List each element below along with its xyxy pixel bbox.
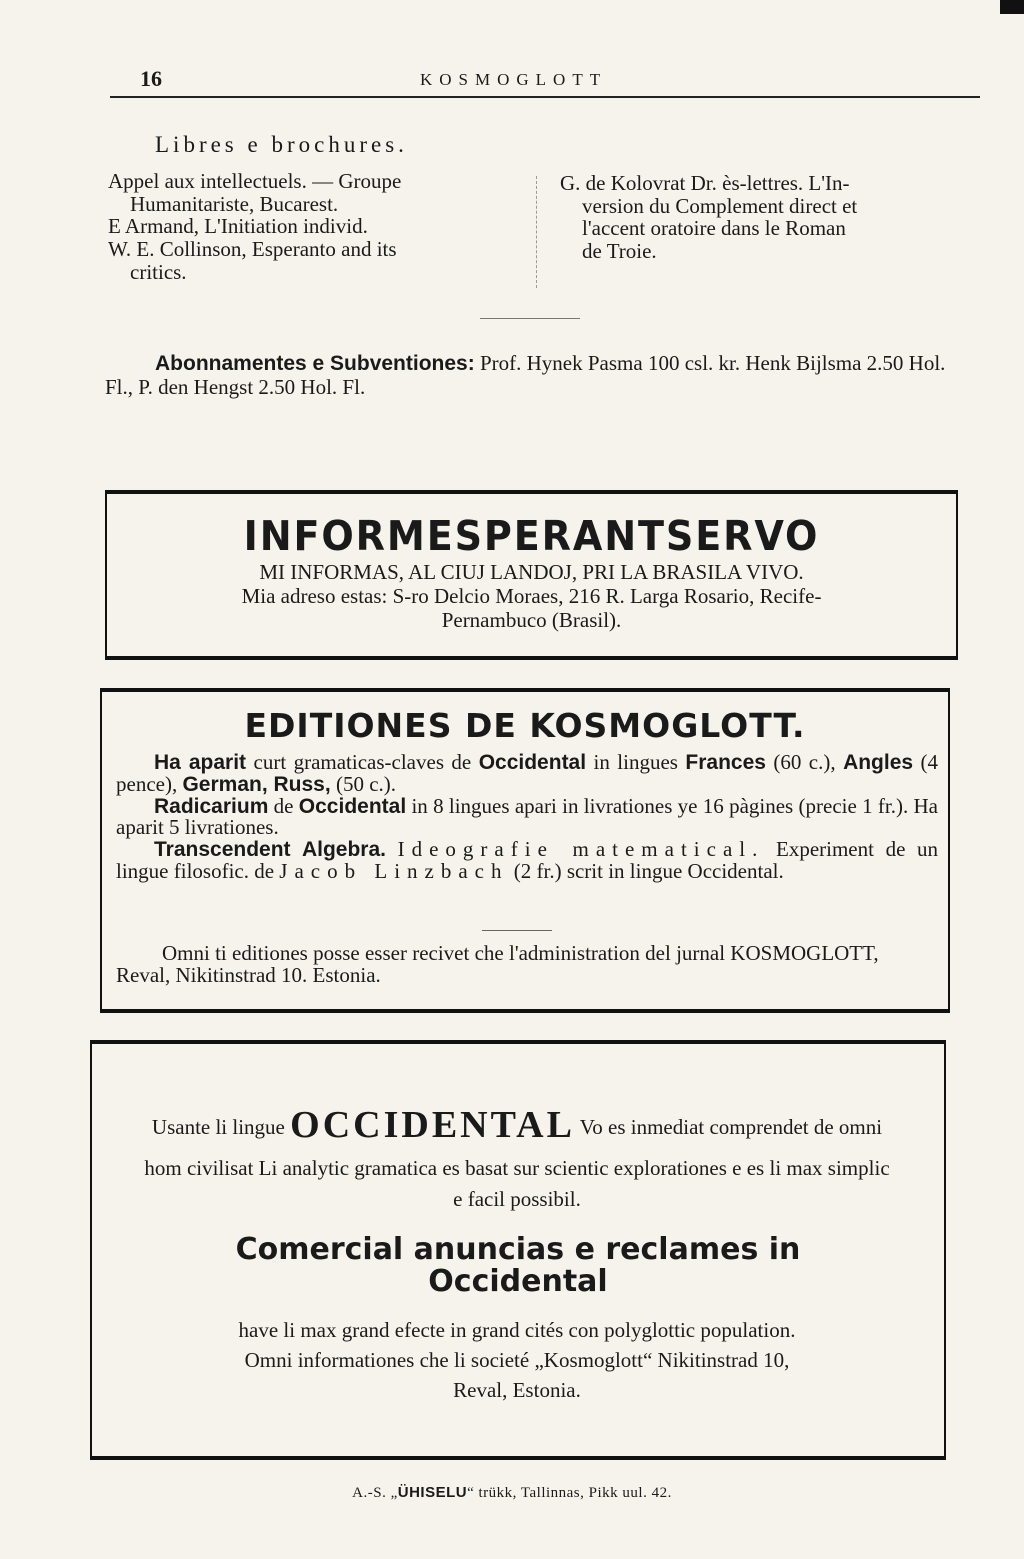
editiones-ad	[100, 688, 950, 1013]
book-line: W. E. Collinson, Esperanto and its	[108, 237, 397, 262]
running-title: KOSMOGLOTT	[420, 70, 608, 89]
book-entry	[108, 238, 528, 283]
spaced-text: Ideografie matematical.	[397, 837, 765, 862]
bold-text: German, Russ,	[182, 772, 331, 796]
detail-line: Omni informationes che li societé „Kosmoglott“ Nikitinstrad 10,	[244, 1347, 790, 1372]
column-divider	[536, 176, 537, 288]
text: in 8 lingues apari in livrationes ye 16 pàgines (precie 1 fr.). Ha aparit 5 livrationes.	[116, 793, 938, 840]
bold-text: Radicarium	[154, 794, 269, 818]
book-line: Humanitariste, Bucarest.	[130, 191, 339, 216]
books-heading: Libres e brochures.	[155, 132, 408, 157]
book-line: G. de Kolovrat Dr. ès-lettres. L'In-	[560, 171, 850, 195]
title-line: Occidental	[428, 1264, 608, 1300]
book-line: critics.	[130, 259, 187, 284]
text: Vo es inmediat comprendet de omni hom civilisat Li analytic gramatica es basat sur scientic explorationes e es li max simplic e facil possibil.	[144, 1115, 890, 1211]
text: curt gramaticas-claves de	[246, 750, 479, 774]
book-line: de Troie.	[582, 239, 657, 264]
book-line: Appel aux intellectuels. — Groupe	[108, 169, 402, 193]
printer-name: ÜHISELU	[397, 1484, 468, 1501]
detail-line: Reval, Estonia.	[453, 1377, 581, 1402]
printer-imprint	[0, 1484, 1024, 1502]
informesperantservo-line: MI INFORMAS, AL CIUJ LANDOJ, PRI LA BRASILA VIVO.	[259, 560, 804, 584]
editiones-footer-text: Omni ti editiones posse esser recivet che l'administration del jurnal KOSMOGLOTT, Reval, Nikitinstrad 10. Estonia.	[116, 941, 879, 988]
occidental-ad-title	[92, 1234, 944, 1299]
editiones-body	[116, 752, 938, 883]
text: (60 c.),	[765, 750, 844, 774]
book-entry	[108, 170, 528, 215]
spaced-text: Jacob Linzbach	[279, 859, 509, 884]
title-line: Comercial anuncias e reclames in	[235, 1232, 801, 1267]
book-line: E Armand, L'Initiation individ.	[108, 214, 368, 239]
subscriptions-paragraph	[105, 352, 975, 398]
subscriptions-label: Abonnamentes e Subventiones:	[155, 352, 475, 375]
subscriptions-text: Prof. Hynek Pasma 100 csl. kr. Henk Bijlsma 2.50 Hol. Fl., P. den Hengst 2.50 Hol. Fl.	[105, 351, 946, 399]
informesperantservo-address: Mia adreso estas: S-ro Delcio Moraes, 216 R. Larga Rosario, Recife-	[241, 584, 822, 608]
books-left-column	[108, 170, 528, 283]
book-entry	[560, 172, 980, 263]
occidental-ad	[90, 1040, 946, 1460]
text: Experiment de un lingue filosofic. de	[116, 837, 939, 884]
editiones-footer	[116, 942, 938, 986]
books-right-column	[560, 172, 980, 263]
text: de	[268, 793, 299, 818]
text: Usante li lingue	[151, 1115, 291, 1139]
detail-line: have li max grand efecte in grand cités con polyglottic population.	[238, 1318, 796, 1342]
book-line: l'accent oratoire dans le Roman	[582, 216, 846, 241]
bold-text: Occidental	[478, 751, 587, 774]
informesperantservo-ad	[105, 490, 958, 660]
bold-text: Transcendent Algebra.	[154, 838, 386, 862]
text: (2 fr.) scrit in lingue Occidental.	[508, 859, 784, 884]
text: (50 c.).	[330, 771, 397, 796]
header-rule	[110, 96, 980, 98]
editiones-paragraph	[116, 793, 938, 840]
book-entry	[108, 215, 528, 238]
bold-text: Ha aparit	[154, 751, 247, 774]
bold-text: Frances	[685, 751, 766, 774]
section-separator	[480, 318, 580, 319]
editiones-title: EDITIONES DE KOSMOGLOTT.	[244, 706, 806, 745]
book-line: version du Complement direct et	[582, 193, 858, 218]
editiones-separator	[482, 930, 552, 931]
text: “ trükk, Tallinnas, Pikk uul. 42.	[467, 1485, 672, 1501]
text: in lingues	[586, 750, 686, 774]
editiones-paragraph	[116, 752, 938, 796]
informesperantservo-address-cont: Pernambuco (Brasil).	[441, 608, 622, 632]
occidental-big-word: OCCIDENTAL	[290, 1104, 575, 1146]
text: A.-S. „	[352, 1485, 398, 1501]
occidental-details	[142, 1316, 892, 1405]
editiones-paragraph	[116, 839, 938, 883]
bold-text: Angles	[843, 751, 914, 774]
occidental-intro	[142, 1098, 892, 1214]
page-number: 16	[140, 66, 162, 91]
informesperantservo-title: INFORMESPERANTSERVO	[243, 512, 820, 560]
bold-text: Occidental	[298, 794, 407, 818]
scan-corner-mark	[1000, 0, 1024, 14]
text: (4 pence),	[116, 750, 939, 796]
